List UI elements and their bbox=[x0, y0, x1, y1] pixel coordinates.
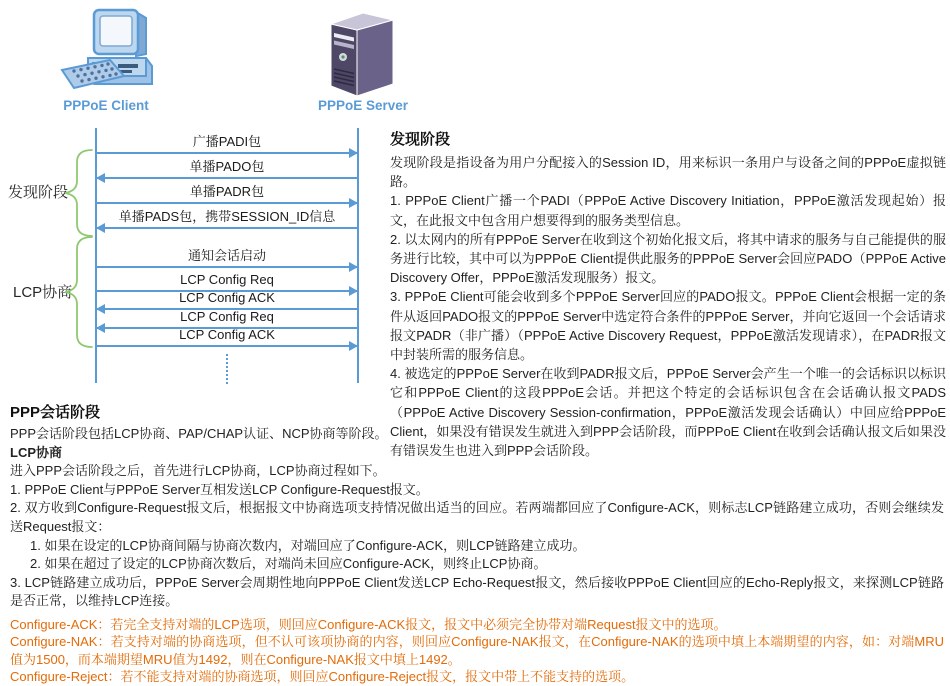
message-label: 通知会话启动 bbox=[187, 248, 266, 263]
message-row bbox=[97, 184, 357, 206]
session-intro: PPP会话阶段包括LCP协商、PAP/CHAP认证、NCP协商等阶段。 bbox=[10, 426, 388, 441]
server-tower-icon bbox=[323, 8, 401, 103]
arrow-left-icon bbox=[97, 177, 357, 179]
message-row bbox=[97, 248, 357, 270]
phase-label-discovery: 发现阶段 bbox=[8, 184, 69, 201]
message-row bbox=[97, 209, 357, 231]
discovery-paragraph: 1. PPPoE Client广播一个PADI（PPPoE Active Discovery Initiation，PPPoE激活发现起始）报文，在此报文中包含用户想要得到的服务类型信息。 bbox=[390, 193, 946, 228]
discovery-phase-brace-icon bbox=[62, 148, 94, 243]
session-paragraph: 1. PPPoE Client与PPPoE Server互相发送LCP Configure-Request报文。 bbox=[10, 481, 429, 497]
arrow-right-icon bbox=[97, 202, 357, 204]
message-label: LCP Config ACK bbox=[179, 290, 275, 305]
lcp-phase-brace-icon bbox=[62, 235, 94, 354]
configure-ack-note: Configure-ACK：若完全支持对端的LCP选项，则回应Configure-ACK报文，报文中必须完全协带对端Request报文中的选项。 bbox=[10, 616, 727, 632]
discovery-paragraph: 2. 以太网内的所有PPPoE Server在收到这个初始化报文后，将其中请求的服务与自己能提供的服务进行比较，其中可以为PPPoE Client提供此服务的PPPoE Server会回应PADO（PPPoE Active Discovery Offer，PPPoE激活发现服务）报文。 bbox=[390, 231, 946, 286]
discovery-paragraph: 发现阶段是指设备为用户分配接入的Session ID，用来标识一条用户与设备之间的PPPoE虚拟链路。 bbox=[390, 155, 946, 190]
pppoe-client-label: PPPoE Client bbox=[63, 98, 149, 113]
session-paragraph: 进入PPP会话阶段之后，首先进行LCP协商，LCP协商过程如下。 bbox=[10, 463, 386, 479]
message-row bbox=[97, 134, 357, 156]
session-sub-item: 1. 如果在设定的LCP协商间隔与协商次数内，对端回应了Configure-ACK，则LCP链路建立成功。 bbox=[30, 537, 586, 553]
arrow-left-icon bbox=[97, 227, 357, 229]
arrow-right-icon bbox=[97, 266, 357, 268]
session-paragraph: 2. 双方收到Configure-Request报文后，根据报文中协商选项支持情况做出适当的回应。若两端都回应了Configure-ACK，则标志LCP链路建立成功，否则会继续发送Request报文： bbox=[10, 500, 944, 534]
ppp-session-section bbox=[10, 401, 944, 686]
message-row bbox=[97, 159, 357, 181]
message-label: LCP Config Req bbox=[180, 309, 274, 324]
arrow-right-icon bbox=[97, 345, 357, 347]
desktop-computer-icon bbox=[58, 4, 154, 103]
session-section-title: PPP会话阶段 bbox=[10, 404, 101, 421]
arrow-right-icon bbox=[97, 152, 357, 154]
discovery-paragraph: 3. PPPoE Client可能会收到多个PPPoE Server回应的PADO报文。PPPoE Client会根据一定的条件从返回PADO报文的PPPoE Server中选定符合条件的PPPoE Server，并向它返回一个会话请求报文PADR（非广播）（PPPoE Active Discovery Request，PPPoE激活发现请求），在PADR报文中封装所需的服务信息。 bbox=[390, 289, 946, 363]
message-row bbox=[97, 327, 357, 349]
configure-notes bbox=[10, 616, 944, 686]
sequence-continues-dots bbox=[226, 354, 228, 384]
configure-reject-note: Configure-Reject：若不能支持对端的协商选项，则回应Configure-Reject报文，报文中带上不能支持的选项。 bbox=[10, 669, 635, 685]
lcp-subsection-title: LCP协商 bbox=[10, 444, 63, 460]
configure-nak-note: Configure-NAK：若支持对端的协商选项，但不认可该项协商的内容，则回应Configure-NAK报文，在Configure-NAK的选项中填上本端期望的内容，如：对端MRU值为1500，而本端期望MRU值为1492，则在Configure-NAK报文中填上1492。 bbox=[10, 634, 944, 667]
pppoe-server-label: PPPoE Server bbox=[317, 98, 409, 113]
message-label: 单播PADO包 bbox=[189, 159, 265, 174]
message-label: 单播PADS包，携带SESSION_ID信息 bbox=[118, 209, 336, 224]
message-label: 单播PADR包 bbox=[189, 184, 265, 199]
phase-label-lcp: LCP协商 bbox=[13, 284, 73, 301]
message-label: 广播PADI包 bbox=[192, 134, 262, 149]
message-label: LCP Config Req bbox=[180, 272, 274, 287]
session-paragraph: 3. LCP链路建立成功后，PPPoE Server会周期性地向PPPoE Client发送LCP Echo-Request报文，然后接收PPPoE Client回应的Echo-Reply报文，来探测LCP链路是否正常，以维持LCP连接。 bbox=[10, 574, 944, 609]
discovery-paragraph: 4. 被选定的PPPoE Server在收到PADR报文后，PPPoE Server会产生一个唯一的会话标识以标识它和PPPoE Client的这段PPPoE会话。并把这个特定的会话标识包含在会话确认报文PADS（PPPoE Active Discovery Session-confirmation，PPPoE激活发现会话确认）中回应给PPPoE Client，如果没有错误发生就进入到PPP会话阶段，而PPPoE Client在收到会话确认报文后如果没有错误发生也进入到PPP会话阶段。 bbox=[390, 366, 946, 459]
discovery-section-title: 发现阶段 bbox=[390, 131, 451, 148]
session-sub-item: 2. 如果在超过了设定的LCP协商次数后，对端尚未回应Configure-ACK，则终止LCP协商。 bbox=[30, 556, 547, 572]
message-label: LCP Config ACK bbox=[179, 327, 275, 342]
